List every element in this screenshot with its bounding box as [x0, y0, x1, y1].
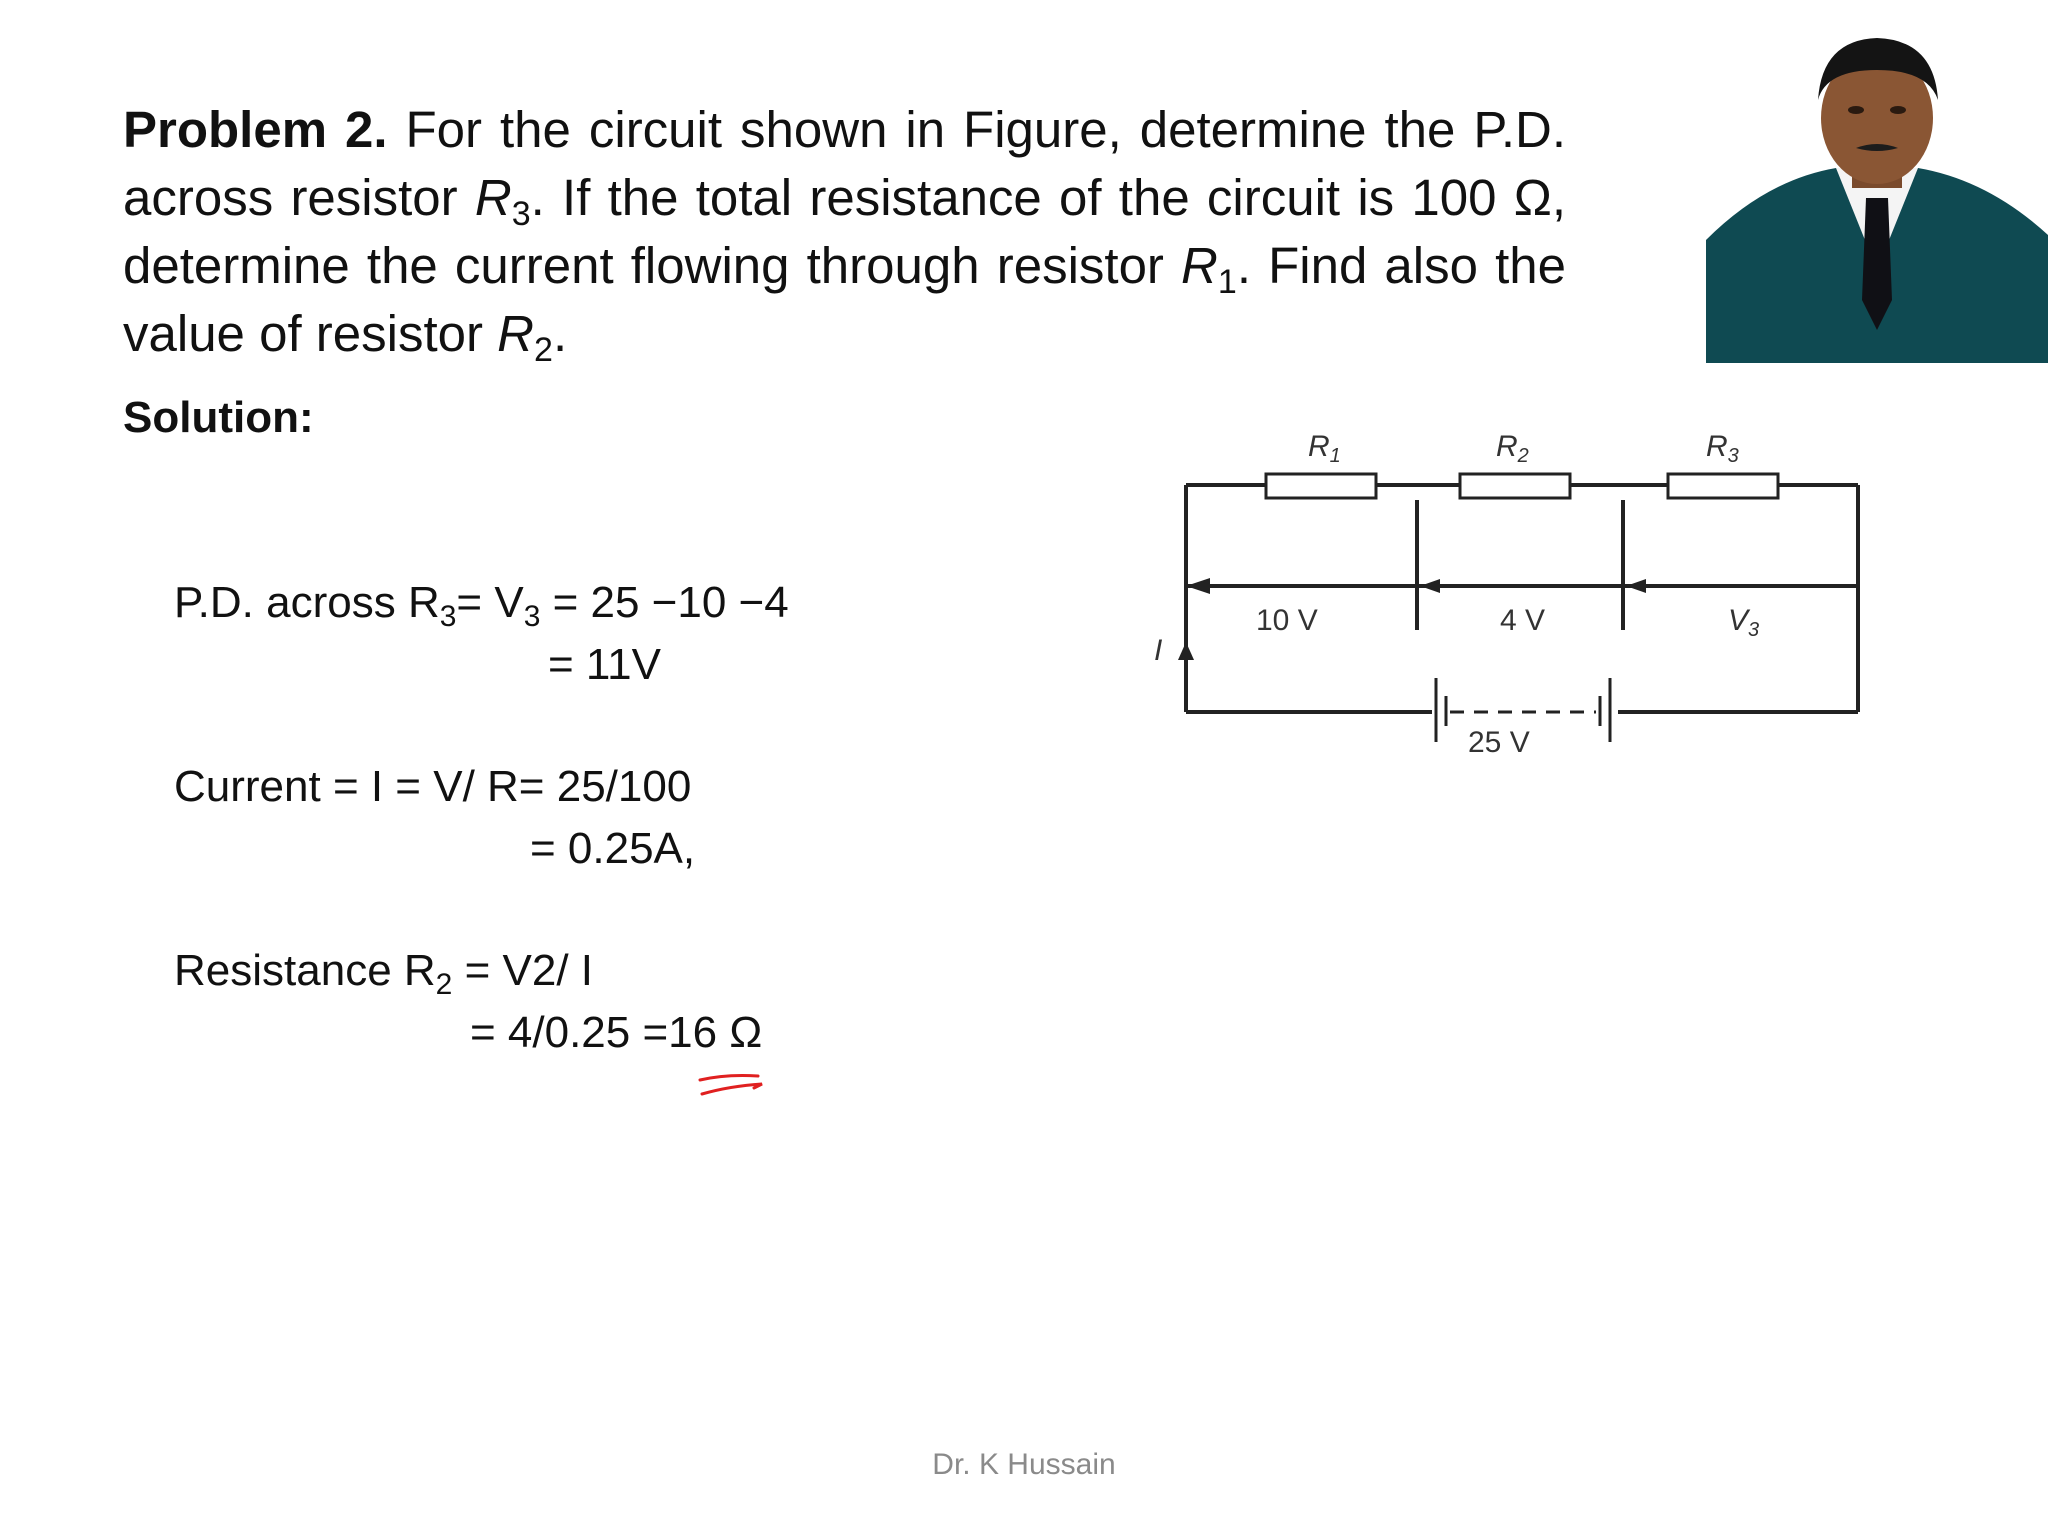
presenter-photo — [1706, 30, 2048, 363]
subscript: 1 — [1217, 263, 1237, 301]
current-arrow-icon — [1178, 642, 1194, 660]
resistor-r2 — [1460, 474, 1570, 498]
current-equation-line-1: Current = I = V/ R= 25/100 — [174, 762, 692, 811]
circuit-diagram — [1150, 420, 1870, 780]
label-r3: $R_3$ — [1706, 430, 1739, 467]
resistance-equation-line-2: = 4/0.25 =16 Ω — [470, 1008, 763, 1057]
pen-underline-annotation — [696, 1068, 768, 1102]
subscript: 2 — [534, 331, 553, 369]
resistor-r3 — [1668, 474, 1778, 498]
problem-text-2: . If the total resistance of the circuit is 100 Ω, determine the current flowing through resistor — [123, 169, 1566, 294]
resistors — [1266, 474, 1778, 498]
pd-text: = 25 −10 −4 — [540, 578, 789, 627]
label-v3: $V_3$ — [1728, 604, 1760, 641]
label-10v: 10 V — [1256, 604, 1318, 637]
subscript: 2 — [435, 968, 453, 1001]
resistance-text: = V2/ I — [452, 946, 593, 995]
pd-equation-line-1 — [174, 578, 789, 633]
label-r2: $R_2$ — [1496, 430, 1529, 467]
resistor-r1 — [1266, 474, 1376, 498]
current-equation-line-2: = 0.25A, — [530, 824, 696, 873]
resistor-symbol: R — [474, 169, 512, 226]
problem-text-1: For the circuit shown in Figure, determine the P.D. across resistor — [123, 101, 1566, 226]
resistor-symbol: R — [497, 305, 535, 362]
resistor-symbol: R — [1181, 237, 1218, 294]
problem-label: Problem 2. — [123, 101, 388, 158]
solution-heading: Solution: — [123, 393, 314, 442]
resistance-text: Resistance R — [174, 946, 436, 995]
problem-text-4: . — [552, 305, 568, 362]
problem-statement — [123, 96, 1566, 368]
pd-text: = V — [456, 578, 524, 627]
subscript: 3 — [511, 195, 531, 233]
label-current: I — [1154, 634, 1163, 667]
label-25v: 25 V — [1468, 726, 1530, 759]
subscript: 3 — [523, 600, 541, 633]
pd-equation-line-2: = 11V — [548, 640, 661, 689]
label-r1: $R_1$ — [1308, 430, 1341, 467]
pd-text: P.D. across R — [174, 578, 440, 627]
problem-text-3: . Find also the value of resistor — [123, 237, 1567, 362]
footer-author: Dr. K Hussain — [932, 1448, 1116, 1481]
label-4v: 4 V — [1500, 604, 1546, 637]
subscript: 3 — [439, 600, 457, 633]
resistance-equation-line-1 — [174, 946, 593, 1001]
